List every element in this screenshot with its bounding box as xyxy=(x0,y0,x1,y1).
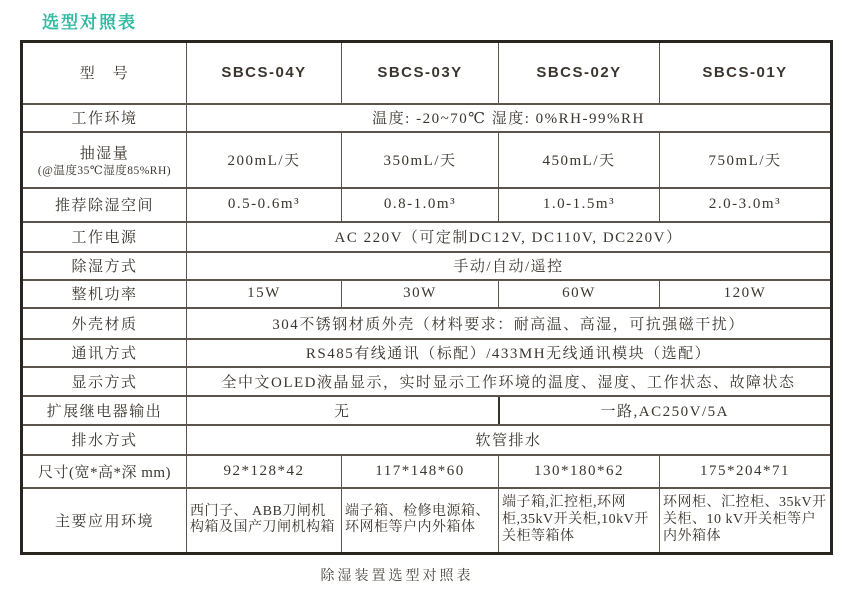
cell-capacity-04y: 200mL/天 xyxy=(187,132,342,188)
cell-app-04y: 西门子、 ABB刀闸机构箱及国产刀闸机构箱 xyxy=(187,488,342,554)
model-cell-sbcs-04y: SBCS-04Y xyxy=(187,42,342,104)
row-label-recommended-space: 推荐除湿空间 xyxy=(22,188,187,222)
cell-space-03y: 0.8-1.0m³ xyxy=(342,188,499,222)
table-row-model xyxy=(22,42,832,104)
cell-capacity-02y: 450mL/天 xyxy=(499,132,660,188)
row-label-dimensions: 尺寸(宽*高*深 mm) xyxy=(22,455,187,488)
row-label-display: 显示方式 xyxy=(22,367,187,396)
cell-app-02y: 端子箱,汇控柜,环网柜,35kV开关柜,10kV开关柜等箱体 xyxy=(499,488,660,554)
cell-drainage: 软管排水 xyxy=(187,425,832,455)
table-row-applications xyxy=(22,488,832,554)
model-cell-sbcs-03y: SBCS-03Y xyxy=(342,42,499,104)
cell-work-environment: 温度: -20~70℃ 湿度: 0%RH-99%RH xyxy=(187,104,832,132)
table-row-dimensions xyxy=(22,455,832,488)
cell-space-02y: 1.0-1.5m³ xyxy=(499,188,660,222)
page-title: 选型对照表 xyxy=(42,13,137,32)
row-label-model: 型 号 xyxy=(22,42,187,104)
row-label-work-environment: 工作环境 xyxy=(22,104,187,132)
cell-capacity-01y: 750mL/天 xyxy=(660,132,832,188)
dehumid-capacity-label: 抽湿量 xyxy=(79,145,130,162)
cell-dehumid-mode: 手动/自动/遥控 xyxy=(187,252,832,280)
cell-shell-material: 304不锈钢材质外壳（材料要求：耐高温、高湿，可抗强磁干扰） xyxy=(187,308,832,339)
table-row-display xyxy=(22,367,832,396)
row-label-shell-material: 外壳材质 xyxy=(22,308,187,339)
table-caption: 除湿装置选型对照表 xyxy=(320,569,474,584)
dehumid-capacity-sublabel: (@温度35℃湿度85%RH) xyxy=(37,164,172,177)
table-row-relay-output xyxy=(22,396,832,425)
cell-capacity-03y: 350mL/天 xyxy=(342,132,499,188)
cell-app-03y: 端子箱、检修电源箱、环网柜等户内外箱体 xyxy=(342,488,499,554)
row-label-communication: 通讯方式 xyxy=(22,339,187,367)
cell-relay-none: 无 xyxy=(187,396,499,425)
cell-rating-02y: 60W xyxy=(499,280,660,308)
cell-dim-02y: 130*180*62 xyxy=(499,455,660,488)
cell-app-01y: 环网柜、汇控柜、35kV开关柜、10 kV开关柜等户内外箱体 xyxy=(660,488,832,554)
model-cell-sbcs-02y: SBCS-02Y xyxy=(499,42,660,104)
selection-comparison-table xyxy=(20,40,833,555)
table-row-power-supply xyxy=(22,222,832,252)
row-label-dehumid-mode: 除湿方式 xyxy=(22,252,187,280)
cell-rating-01y: 120W xyxy=(660,280,832,308)
table-row-communication xyxy=(22,339,832,367)
row-label-dehumid-capacity xyxy=(22,132,187,188)
table-row-dehumid-capacity xyxy=(22,132,832,188)
cell-dim-01y: 175*204*71 xyxy=(660,455,832,488)
cell-dim-04y: 92*128*42 xyxy=(187,455,342,488)
cell-relay-one-way: 一路,AC250V/5A xyxy=(499,396,832,425)
table-row-work-environment xyxy=(22,104,832,132)
row-label-relay-output: 扩展继电器输出 xyxy=(22,396,187,425)
table-row-drainage xyxy=(22,425,832,455)
cell-space-04y: 0.5-0.6m³ xyxy=(187,188,342,222)
model-cell-sbcs-01y: SBCS-01Y xyxy=(660,42,832,104)
table-row-power-rating xyxy=(22,280,832,308)
row-label-drainage: 排水方式 xyxy=(22,425,187,455)
row-label-power-rating: 整机功率 xyxy=(22,280,187,308)
cell-communication: RS485有线通讯（标配）/433MH无线通讯模块（选配） xyxy=(187,339,832,367)
cell-dim-03y: 117*148*60 xyxy=(342,455,499,488)
cell-rating-04y: 15W xyxy=(187,280,342,308)
cell-display: 全中文OLED液晶显示，实时显示工作环境的温度、湿度、工作状态、故障状态 xyxy=(187,367,832,396)
table-row-shell-material xyxy=(22,308,832,339)
table-row-dehumid-mode xyxy=(22,252,832,280)
row-label-power-supply: 工作电源 xyxy=(22,222,187,252)
cell-power-supply: AC 220V（可定制DC12V, DC110V, DC220V） xyxy=(187,222,832,252)
row-label-applications: 主要应用环境 xyxy=(22,488,187,554)
table-row-recommended-space xyxy=(22,188,832,222)
cell-space-01y: 2.0-3.0m³ xyxy=(660,188,832,222)
cell-rating-03y: 30W xyxy=(342,280,499,308)
